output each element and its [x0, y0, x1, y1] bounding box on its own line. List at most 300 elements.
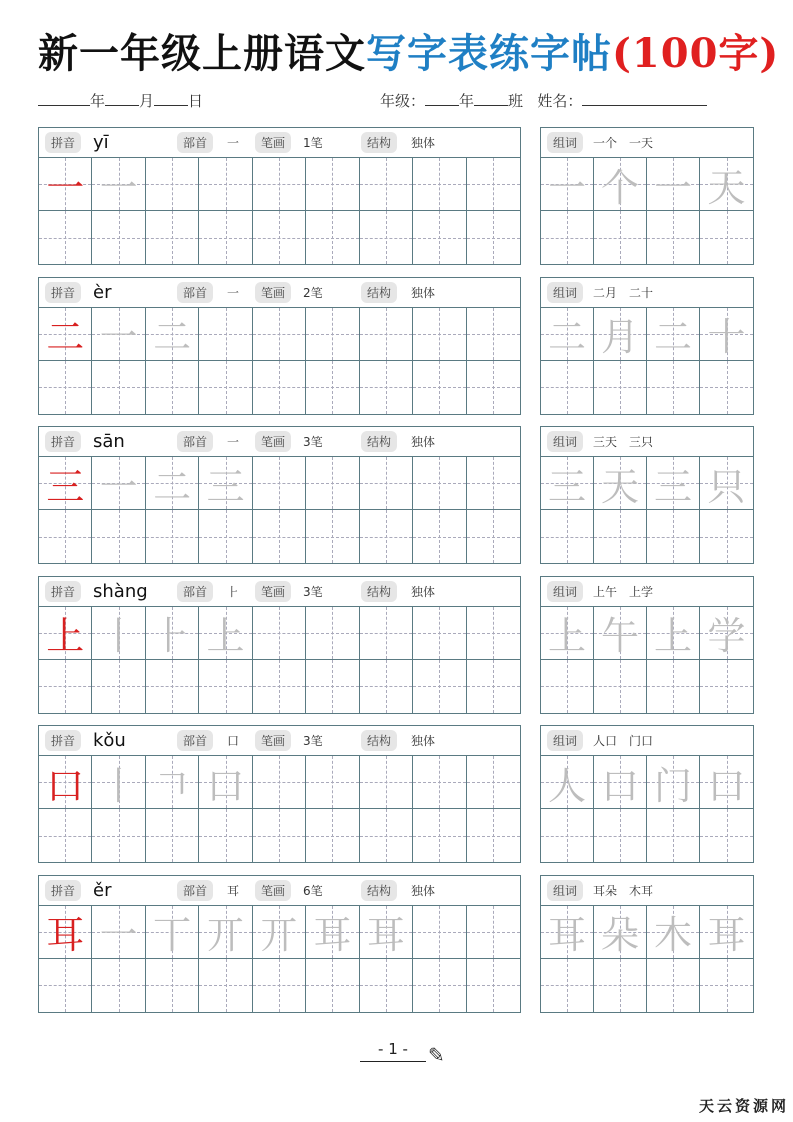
word-cell[interactable] [700, 457, 753, 510]
writing-cell[interactable] [467, 756, 520, 809]
block-header [39, 876, 520, 906]
writing-cell[interactable] [92, 308, 145, 361]
writing-cell[interactable] [199, 756, 252, 809]
word-cell[interactable] [647, 660, 700, 713]
title-part3: (100字) [612, 30, 780, 77]
page-number: - 1 - [360, 1040, 426, 1062]
pinyin-label: 拼音 [45, 431, 81, 452]
strokes-label: 笔画 [255, 581, 291, 602]
trace-char: 一 [547, 165, 586, 210]
class-label: 班 [508, 92, 524, 110]
writing-cell[interactable] [306, 158, 359, 211]
writing-cell[interactable] [199, 660, 252, 713]
writing-cell[interactable] [360, 158, 413, 211]
writing-cell[interactable] [413, 457, 466, 510]
word-header [541, 427, 753, 457]
strokes-value: 3笔 [303, 734, 323, 748]
words-label: 组词 [547, 282, 583, 303]
grade-year-blank[interactable] [425, 92, 459, 106]
word-grid [541, 906, 753, 1012]
writing-cell[interactable] [253, 457, 306, 510]
word-cell[interactable] [541, 510, 594, 563]
strokes-label: 笔画 [255, 132, 291, 153]
writing-cell[interactable] [253, 158, 306, 211]
structure-label: 结构 [361, 431, 397, 452]
radical-value: 一 [227, 435, 240, 449]
word-cell[interactable] [594, 308, 647, 361]
radical-label: 部首 [177, 581, 213, 602]
grade-year-label: 年 [459, 92, 475, 110]
writing-cell[interactable] [253, 809, 306, 862]
writing-cell[interactable] [413, 756, 466, 809]
writing-cell[interactable] [146, 660, 199, 713]
words-value: 人口 门口 [593, 734, 654, 748]
trace-char: 午 [600, 614, 639, 658]
writing-cell[interactable] [467, 906, 520, 959]
writing-cell[interactable] [199, 906, 252, 959]
word-cell[interactable] [700, 607, 753, 660]
pen-icon: ✎ [428, 1043, 445, 1067]
writing-cell[interactable] [253, 906, 306, 959]
writing-cell[interactable] [306, 756, 359, 809]
radical-value: ⺊ [227, 584, 240, 599]
word-cell[interactable] [700, 211, 753, 264]
word-header [541, 876, 753, 906]
word-cell[interactable] [594, 211, 647, 264]
writing-cell[interactable] [360, 457, 413, 510]
writing-grid [39, 308, 520, 414]
writing-cell[interactable] [92, 756, 145, 809]
writing-cell[interactable] [467, 211, 520, 264]
strokes-value: 1笔 [303, 136, 323, 150]
writing-cell[interactable] [146, 308, 199, 361]
writing-cell[interactable] [467, 510, 520, 563]
stroke-step: 一 [99, 464, 138, 509]
stroke-step: 二 [153, 464, 192, 509]
word-grid [541, 756, 753, 862]
writing-cell[interactable] [467, 457, 520, 510]
class-blank[interactable] [474, 92, 508, 106]
block-header [39, 427, 520, 457]
word-header [541, 128, 753, 158]
model-char: 耳 [46, 913, 85, 957]
word-cell[interactable] [594, 361, 647, 414]
stroke-step: 丅 [153, 913, 192, 957]
writing-cell[interactable] [467, 361, 520, 414]
word-cell[interactable] [594, 809, 647, 862]
stroke-step: 一 [99, 165, 138, 210]
writing-cell[interactable] [92, 361, 145, 414]
word-cell[interactable] [647, 607, 700, 660]
trace-char: 十 [707, 315, 746, 359]
writing-cell[interactable] [199, 809, 252, 862]
day-label: 日 [188, 92, 204, 110]
word-cell[interactable] [541, 308, 594, 361]
word-cell[interactable] [541, 361, 594, 414]
word-cell[interactable] [647, 510, 700, 563]
block-header [39, 726, 520, 756]
trace-char: 上 [653, 614, 692, 658]
strokes-value: 6笔 [303, 883, 323, 898]
structure-label: 结构 [361, 880, 397, 901]
word-block [540, 576, 754, 714]
writing-cell[interactable] [306, 906, 359, 959]
writing-cell[interactable] [253, 361, 306, 414]
writing-cell[interactable] [39, 457, 92, 510]
writing-cell[interactable] [39, 756, 92, 809]
strokes-label: 笔画 [255, 730, 291, 751]
writing-cell[interactable] [360, 906, 413, 959]
pinyin-label: 拼音 [45, 880, 81, 901]
words-value: 二月 二十 [593, 285, 654, 300]
day-blank[interactable] [154, 92, 188, 106]
writing-cell[interactable] [360, 660, 413, 713]
structure-label: 结构 [361, 132, 397, 153]
word-block [540, 127, 754, 265]
writing-cell[interactable] [146, 211, 199, 264]
trace-char: 口 [600, 763, 639, 808]
char-practice-block [38, 277, 521, 415]
writing-cell[interactable] [360, 959, 413, 1012]
word-cell[interactable] [541, 457, 594, 510]
writing-cell[interactable] [199, 211, 252, 264]
writing-cell[interactable] [253, 660, 306, 713]
word-cell[interactable] [700, 809, 753, 862]
char-practice-block [38, 127, 521, 265]
writing-cell[interactable] [467, 660, 520, 713]
writing-grid [39, 906, 520, 1012]
writing-cell[interactable] [92, 660, 145, 713]
trace-char: 学 [707, 614, 746, 658]
trace-char: 耳 [547, 913, 586, 957]
word-cell[interactable] [541, 959, 594, 1012]
word-cell[interactable] [647, 308, 700, 361]
words-label: 组词 [547, 730, 583, 751]
words-value: 三天 三只 [593, 435, 654, 449]
writing-cell[interactable] [92, 809, 145, 862]
pinyin-label: 拼音 [45, 581, 81, 602]
words-label: 组词 [547, 132, 583, 153]
radical-label: 部首 [177, 880, 213, 901]
word-cell[interactable] [647, 756, 700, 809]
page-title [38, 22, 779, 79]
word-cell[interactable] [594, 510, 647, 563]
writing-cell[interactable] [146, 607, 199, 660]
word-cell[interactable] [541, 607, 594, 660]
writing-cell[interactable] [253, 308, 306, 361]
block-header [39, 128, 520, 158]
title-part2: 写字表练字帖 [366, 30, 612, 77]
writing-cell[interactable] [92, 906, 145, 959]
writing-cell[interactable] [306, 809, 359, 862]
radical-label: 部首 [177, 431, 213, 452]
word-cell[interactable] [700, 158, 753, 211]
word-block [540, 277, 754, 415]
writing-cell[interactable] [306, 308, 359, 361]
model-char: 三 [46, 464, 85, 509]
structure-value: 独体 [411, 285, 436, 300]
trace-char: 月 [600, 315, 639, 359]
radical-label: 部首 [177, 132, 213, 153]
stroke-step: 丌 [206, 913, 245, 957]
writing-cell[interactable] [360, 361, 413, 414]
writing-cell[interactable] [146, 959, 199, 1012]
writing-cell[interactable] [146, 158, 199, 211]
block-header [39, 278, 520, 308]
word-cell[interactable] [594, 660, 647, 713]
trace-char: 口 [707, 763, 746, 808]
writing-cell[interactable] [360, 607, 413, 660]
writing-cell[interactable] [306, 361, 359, 414]
writing-cell[interactable] [360, 510, 413, 563]
word-cell[interactable] [541, 158, 594, 211]
writing-cell[interactable] [413, 211, 466, 264]
writing-cell[interactable] [39, 308, 92, 361]
writing-cell[interactable] [360, 756, 413, 809]
word-cell[interactable] [700, 959, 753, 1012]
structure-value: 独体 [411, 435, 436, 449]
structure-value: 独体 [411, 136, 436, 150]
structure-label: 结构 [361, 282, 397, 303]
writing-cell[interactable] [467, 607, 520, 660]
char-practice-block [38, 725, 521, 863]
writing-cell[interactable] [199, 959, 252, 1012]
stroke-step: 𠃍 [153, 763, 192, 808]
writing-cell[interactable] [253, 607, 306, 660]
writing-cell[interactable] [39, 906, 92, 959]
word-cell[interactable] [700, 308, 753, 361]
structure-label: 结构 [361, 730, 397, 751]
model-char: 口 [46, 763, 85, 808]
trace-char: 耳 [707, 913, 746, 957]
month-label: 月 [139, 92, 155, 110]
word-grid [541, 158, 753, 264]
radical-value: 耳 [227, 883, 240, 898]
writing-cell[interactable] [306, 660, 359, 713]
word-cell[interactable] [700, 906, 753, 959]
writing-grid [39, 756, 520, 862]
writing-cell[interactable] [360, 809, 413, 862]
word-cell[interactable] [700, 361, 753, 414]
pinyin-value: èr [93, 281, 112, 303]
word-cell[interactable] [647, 959, 700, 1012]
writing-cell[interactable] [199, 510, 252, 563]
trace-char: 三 [653, 464, 692, 509]
word-grid [541, 308, 753, 414]
trace-char: 人 [547, 763, 586, 808]
stroke-step: 口 [206, 763, 245, 808]
word-cell[interactable] [541, 660, 594, 713]
writing-cell[interactable] [413, 607, 466, 660]
word-grid [541, 457, 753, 563]
writing-cell[interactable] [467, 158, 520, 211]
word-cell[interactable] [594, 756, 647, 809]
writing-cell[interactable] [360, 211, 413, 264]
trace-char: 天 [707, 165, 746, 210]
trace-char: 只 [707, 464, 746, 509]
writing-cell[interactable] [146, 756, 199, 809]
word-cell[interactable] [541, 211, 594, 264]
writing-cell[interactable] [146, 510, 199, 563]
pinyin-value: sān [93, 431, 125, 452]
word-block [540, 875, 754, 1013]
writing-cell[interactable] [467, 809, 520, 862]
writing-cell[interactable] [92, 510, 145, 563]
writing-cell[interactable] [306, 211, 359, 264]
strokes-value: 2笔 [303, 285, 323, 300]
writing-cell[interactable] [306, 959, 359, 1012]
pinyin-value: yī [93, 132, 109, 153]
writing-cell[interactable] [253, 756, 306, 809]
month-blank[interactable] [105, 92, 139, 106]
word-block [540, 426, 754, 564]
writing-cell[interactable] [413, 361, 466, 414]
writing-grid [39, 607, 520, 713]
word-cell[interactable] [647, 906, 700, 959]
word-cell[interactable] [647, 809, 700, 862]
writing-cell[interactable] [146, 361, 199, 414]
strokes-value: 3笔 [303, 435, 323, 449]
writing-cell[interactable] [39, 959, 92, 1012]
writing-cell[interactable] [92, 158, 145, 211]
word-cell[interactable] [594, 158, 647, 211]
date-line [38, 90, 203, 111]
writing-cell[interactable] [39, 510, 92, 563]
writing-cell[interactable] [253, 510, 306, 563]
trace-char: 朵 [600, 913, 639, 957]
writing-cell[interactable] [39, 361, 92, 414]
word-header [541, 726, 753, 756]
word-cell[interactable] [647, 457, 700, 510]
stroke-step: 丌 [259, 913, 298, 957]
char-practice-block [38, 576, 521, 714]
writing-cell[interactable] [92, 607, 145, 660]
word-cell[interactable] [647, 361, 700, 414]
model-char: 二 [46, 315, 85, 359]
writing-cell[interactable] [199, 361, 252, 414]
writing-cell[interactable] [253, 211, 306, 264]
pinyin-label: 拼音 [45, 730, 81, 751]
writing-cell[interactable] [253, 959, 306, 1012]
trace-char: 上 [547, 614, 586, 658]
writing-cell[interactable] [39, 158, 92, 211]
trace-char: 二 [547, 315, 586, 359]
writing-cell[interactable] [199, 457, 252, 510]
words-value: 耳朵 木耳 [593, 883, 654, 898]
writing-cell[interactable] [413, 906, 466, 959]
writing-cell[interactable] [306, 510, 359, 563]
radical-label: 部首 [177, 730, 213, 751]
word-cell[interactable] [541, 906, 594, 959]
writing-cell[interactable] [199, 308, 252, 361]
stroke-step: 一 [99, 913, 138, 957]
char-practice-block [38, 426, 521, 564]
block-header [39, 577, 520, 607]
writing-cell[interactable] [146, 906, 199, 959]
writing-cell[interactable] [92, 457, 145, 510]
writing-cell[interactable] [146, 809, 199, 862]
radical-value: 口 [227, 734, 240, 748]
writing-cell[interactable] [199, 607, 252, 660]
word-cell[interactable] [594, 959, 647, 1012]
word-cell[interactable] [541, 809, 594, 862]
writing-grid [39, 158, 520, 264]
stroke-step: 上 [206, 614, 245, 658]
writing-cell[interactable] [413, 158, 466, 211]
writing-cell[interactable] [360, 308, 413, 361]
stroke-step: 丨 [99, 614, 138, 658]
trace-char: 三 [547, 464, 586, 509]
trace-char: 木 [653, 913, 692, 957]
trace-char: 二 [653, 315, 692, 359]
pinyin-value: shàng [93, 580, 148, 602]
radical-value: 一 [227, 285, 240, 300]
word-cell[interactable] [700, 660, 753, 713]
writing-cell[interactable] [306, 457, 359, 510]
stroke-step: 一 [99, 315, 138, 359]
structure-value: 独体 [411, 734, 436, 748]
writing-cell[interactable] [39, 660, 92, 713]
writing-cell[interactable] [92, 211, 145, 264]
name-blank[interactable] [582, 92, 707, 106]
structure-label: 结构 [361, 581, 397, 602]
writing-cell[interactable] [413, 959, 466, 1012]
word-cell[interactable] [594, 906, 647, 959]
writing-cell[interactable] [39, 809, 92, 862]
watermark: 天云资源网 [698, 1097, 789, 1115]
word-cell[interactable] [594, 607, 647, 660]
writing-cell[interactable] [146, 457, 199, 510]
words-value: 上午 上学 [593, 584, 654, 599]
trace-char: 天 [600, 464, 639, 509]
trace-char: 门 [653, 763, 692, 808]
writing-cell[interactable] [199, 158, 252, 211]
stroke-step: ⺊ [153, 614, 192, 658]
strokes-label: 笔画 [255, 282, 291, 303]
writing-cell[interactable] [39, 607, 92, 660]
word-cell[interactable] [647, 158, 700, 211]
stroke-step: 三 [206, 464, 245, 509]
writing-cell[interactable] [413, 809, 466, 862]
stroke-step: 耳 [366, 913, 405, 957]
writing-cell[interactable] [413, 308, 466, 361]
word-cell[interactable] [647, 211, 700, 264]
year-label: 年 [90, 92, 106, 110]
strokes-value: 3笔 [303, 584, 323, 599]
writing-cell[interactable] [467, 308, 520, 361]
structure-value: 独体 [411, 883, 436, 898]
radical-value: 一 [227, 136, 240, 150]
char-practice-block [38, 875, 521, 1013]
words-label: 组词 [547, 880, 583, 901]
writing-cell[interactable] [92, 959, 145, 1012]
writing-cell[interactable] [467, 959, 520, 1012]
writing-cell[interactable] [39, 211, 92, 264]
year-blank[interactable] [38, 92, 90, 106]
word-cell[interactable] [594, 457, 647, 510]
word-cell[interactable] [541, 756, 594, 809]
word-cell[interactable] [700, 756, 753, 809]
pinyin-label: 拼音 [45, 282, 81, 303]
strokes-label: 笔画 [255, 431, 291, 452]
words-label: 组词 [547, 581, 583, 602]
name-label: 姓名： [537, 92, 583, 110]
word-cell[interactable] [700, 510, 753, 563]
model-char: 一 [46, 165, 85, 210]
writing-cell[interactable] [413, 510, 466, 563]
writing-cell[interactable] [306, 607, 359, 660]
writing-cell[interactable] [413, 660, 466, 713]
